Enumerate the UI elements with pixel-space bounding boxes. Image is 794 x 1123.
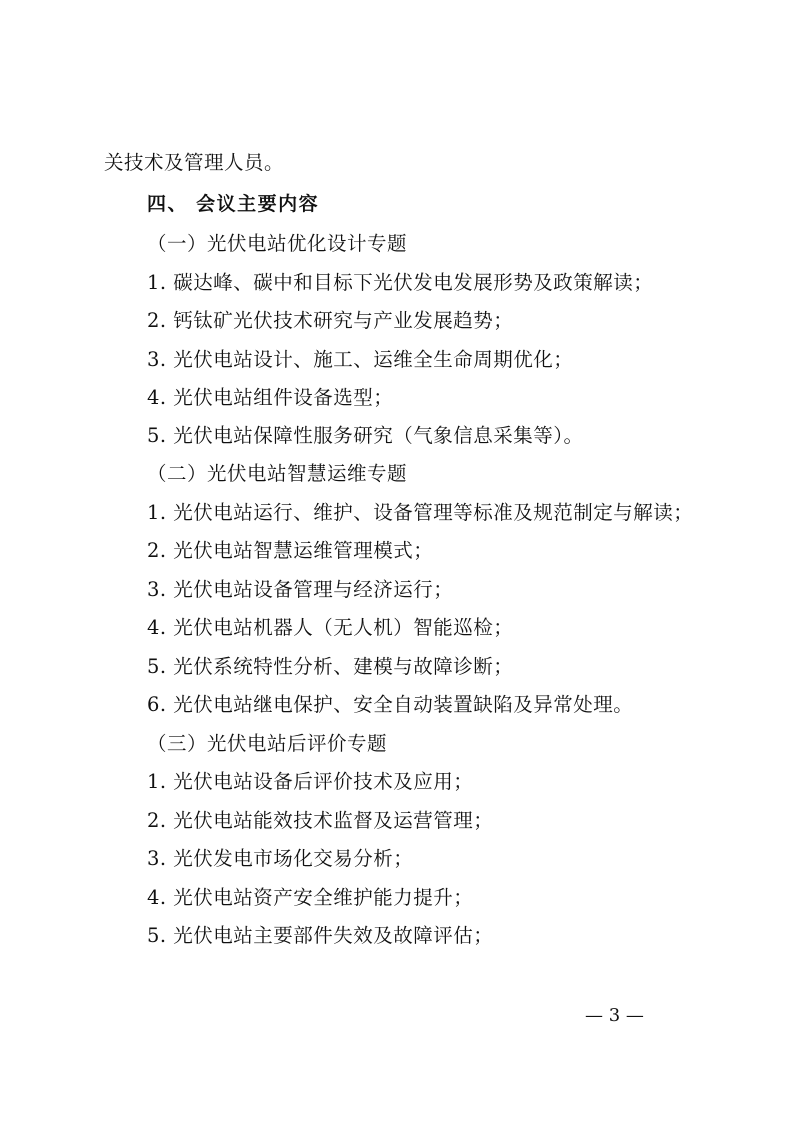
list-item: 5. 光伏电站主要部件失效及故障评估；	[147, 924, 494, 947]
list-item: 5. 光伏系统特性分析、建模与故障诊断；	[147, 655, 514, 678]
list-item: 4. 光伏电站资产安全维护能力提升；	[147, 886, 474, 909]
list-item: 6. 光伏电站继电保护、安全自动装置缺陷及异常处理。	[147, 693, 634, 716]
list-item: 3. 光伏电站设备管理与经济运行；	[147, 578, 454, 601]
subsection-heading-design: （一）光伏电站优化设计专题	[147, 232, 408, 255]
page-number: — 3 —	[585, 1005, 644, 1026]
list-item: 1. 光伏电站设备后评价技术及应用；	[147, 770, 474, 793]
list-item: 1. 光伏电站运行、维护、设备管理等标准及规范制定与解读；	[147, 501, 694, 524]
subsection-heading-evaluation: （三）光伏电站后评价专题	[147, 732, 388, 755]
list-item: 1. 碳达峰、碳中和目标下光伏发电发展形势及政策解读；	[147, 271, 654, 294]
list-item: 3. 光伏发电市场化交易分析；	[147, 847, 414, 870]
list-item: 4. 光伏电站机器人（无人机）智能巡检；	[147, 616, 514, 639]
list-item: 2. 钙钛矿光伏技术研究与产业发展趋势；	[147, 309, 514, 332]
subsection-heading-operations: （二）光伏电站智慧运维专题	[147, 462, 408, 485]
list-item: 2. 光伏电站智慧运维管理模式；	[147, 539, 434, 562]
list-item: 2. 光伏电站能效技术监督及运营管理；	[147, 809, 494, 832]
paragraph-continuation: 关技术及管理人员。	[104, 151, 285, 174]
list-item: 4. 光伏电站组件设备选型；	[147, 386, 394, 409]
list-item: 5. 光伏电站保障性服务研究（气象信息采集等）。	[147, 424, 584, 447]
section-heading-main-content: 四、 会议主要内容	[147, 193, 320, 215]
list-item: 3. 光伏电站设计、施工、运维全生命周期优化；	[147, 348, 574, 371]
